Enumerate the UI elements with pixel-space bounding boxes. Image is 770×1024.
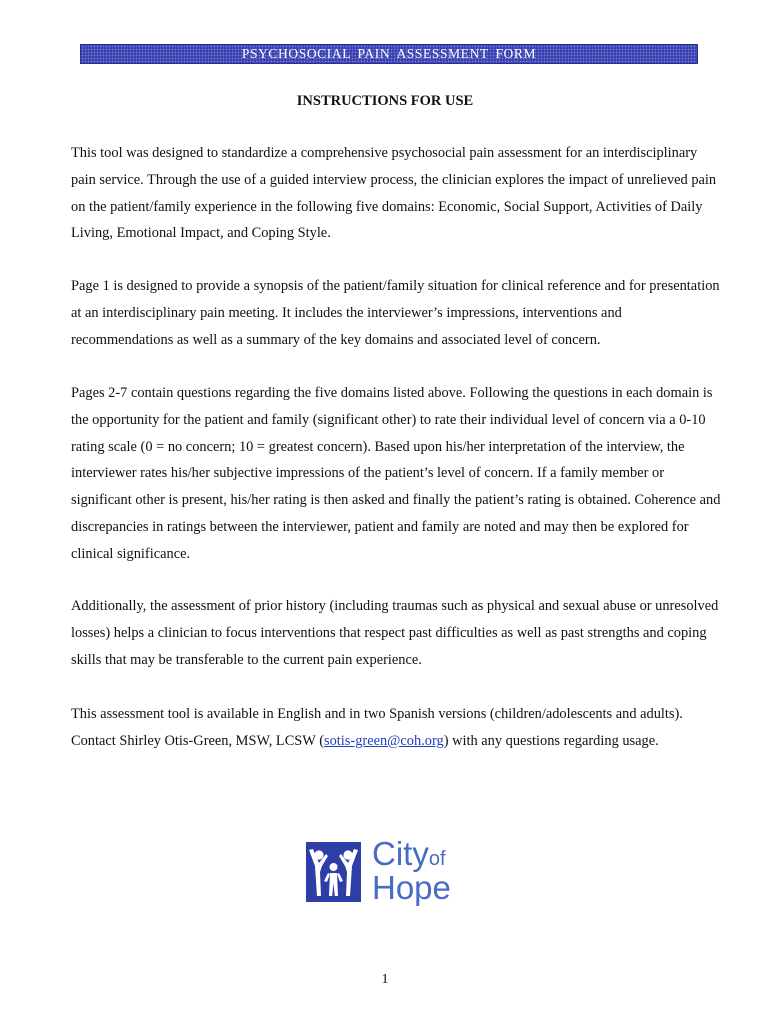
logo-of-word: of: [428, 848, 446, 870]
logo-figures-svg: [306, 842, 361, 902]
instructions-heading: INSTRUCTIONS FOR USE: [296, 93, 474, 109]
page-one-paragraph: Page 1 is designed to provide a synopsis of the patient/family situation for clinical reference and for presentation at an interdisciplinary pain meeting. It includes the interviewer’s impressions, interventions and recommendations as well as a summary of the key domains and associated level of concern.: [71, 278, 720, 348]
logo-figures-icon: [306, 842, 361, 902]
rating-paragraph: Pages 2-7 contain questions regarding the five domains listed above. Following the questions in each domain is the opportunity for the patient and family (significant other) to rate their individual level of concern via a 0-10 rating scale (0 = no concern; 10 = greatest concern). Based upon his/her interpretation of the interview, the interviewer rates his/her subjective impressions of the patient’s level of concern. If a family member or significant other is present, his/her rating is then asked and finally the patient’s rating is obtained. Coherence and discrepancies in ratings between the interviewer, patient and family are noted and may then be explored for clinical significance.: [71, 385, 721, 562]
contact-paragraph: [71, 701, 721, 755]
contact-text-before: This assessment tool is available in English and in two Spanish versions (children/adolescents and adults). Contact Shirley Otis-Green, MSW, LCSW (: [71, 706, 683, 749]
intro-paragraph: This tool was designed to standardize a comprehensive psychosocial pain assessment for an interdisciplinary pain service. Through the use of a guided interview process, the clinician explores the impact of unrelieved pain on the patient/family experience in the following five domains: Economic, Social Support, Activities of Daily Living, Emotional Impact, and Coping Style.: [71, 145, 717, 242]
contact-text-after: ) with any questions regarding usage.: [443, 732, 659, 749]
prior-history-paragraph: Additionally, the assessment of prior history (including traumas such as physical and sexual abuse or unresolved losses) helps a clinician to focus interventions that respect past difficulties as well as past strengths and coping skills that may be transferable to the current pain experience.: [71, 598, 719, 668]
contact-email-link[interactable]: sotis-green@coh.org: [324, 732, 444, 749]
city-of-hope-logo: [306, 835, 456, 910]
form-title-banner: [80, 44, 698, 64]
form-title: PSYCHOSOCIAL PAIN ASSESSMENT FORM: [241, 46, 537, 62]
logo-city-word: City: [372, 835, 429, 872]
logo-hope-text: Hope: [372, 869, 451, 906]
page-number: 1: [381, 972, 389, 987]
